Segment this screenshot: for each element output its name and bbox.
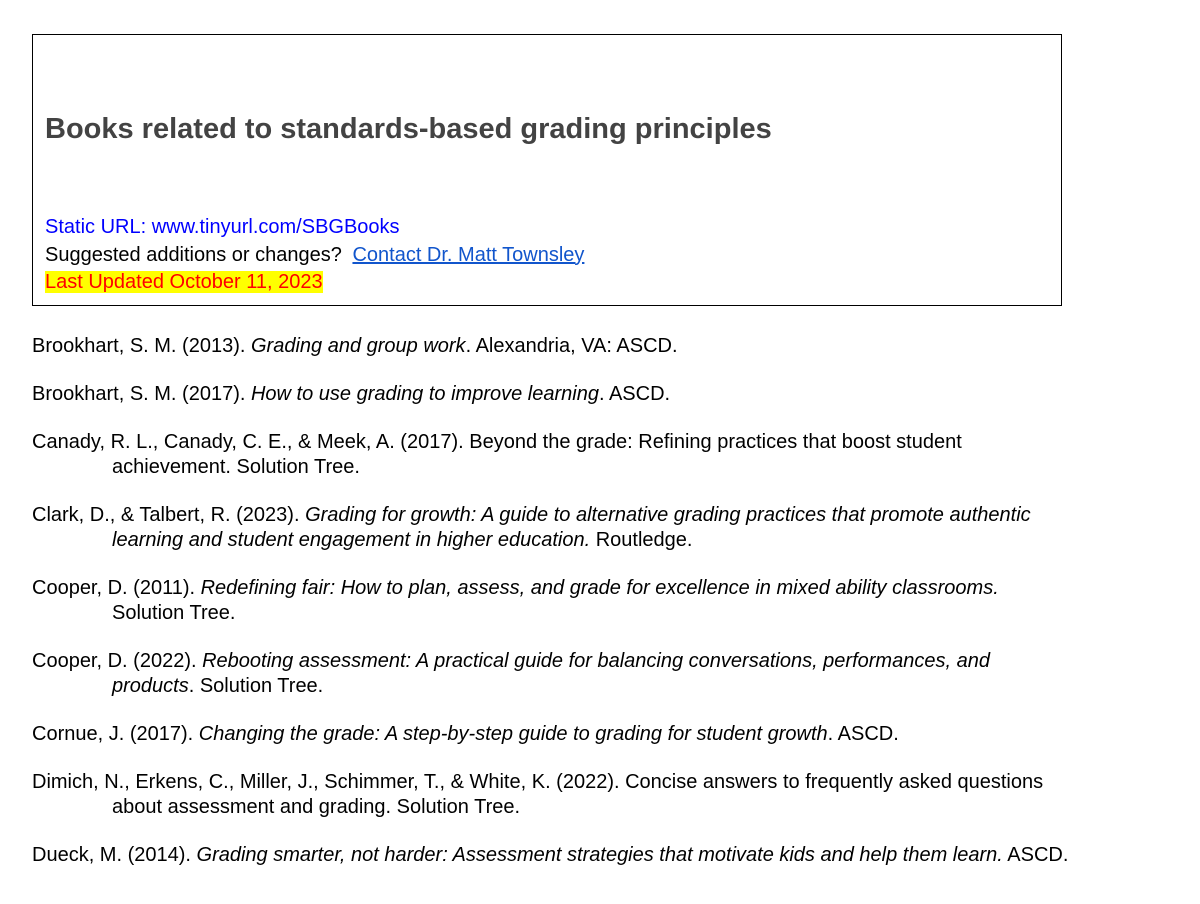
reference-item bbox=[32, 334, 1072, 359]
reference-title: Grading and group work bbox=[250, 335, 466, 357]
reference-title: Concise answers to frequently asked questions about assessment and grading bbox=[112, 771, 1044, 818]
header-box bbox=[32, 34, 1062, 306]
reference-publisher: ASCD. bbox=[1002, 844, 1069, 866]
reference-title: Rebooting assessment: A practical guide for balancing conversations, performances, and products bbox=[112, 650, 990, 697]
reference-title: Redefining fair: How to plan, assess, and grade for excellence in mixed ability classrooms. bbox=[200, 577, 999, 599]
last-updated: Last Updated October 11, 2023 bbox=[45, 271, 323, 293]
reference-publisher: . Solution Tree. bbox=[385, 796, 521, 818]
reference-title: Beyond the grade: Refining practices that boost student achievement bbox=[112, 431, 962, 478]
reference-publisher: . Solution Tree. bbox=[188, 675, 324, 697]
reference-author-year: Cooper, D. (2022). bbox=[32, 650, 203, 672]
reference-author-year: Brookhart, S. M. (2017). bbox=[32, 383, 251, 405]
reference-item bbox=[32, 382, 1072, 407]
suggestion-line bbox=[45, 242, 584, 270]
reference-title: How to use grading to improve learning bbox=[250, 383, 599, 405]
reference-publisher: . Alexandria, VA: ASCD. bbox=[465, 335, 678, 357]
contact-link[interactable]: Contact Dr. Matt Townsley bbox=[352, 243, 585, 266]
reference-publisher: . Solution Tree. bbox=[225, 456, 360, 478]
reference-item bbox=[32, 722, 1072, 747]
reference-author-year: Brookhart, S. M. (2013). bbox=[32, 335, 251, 357]
reference-publisher: . ASCD. bbox=[598, 383, 671, 405]
reference-publisher: Routledge. bbox=[590, 529, 693, 551]
reference-title: Grading for growth: A guide to alternative grading practices that promote authentic learning and student engagement in higher education. bbox=[112, 504, 1031, 551]
last-updated-line bbox=[45, 269, 584, 297]
reference-list bbox=[32, 334, 1072, 891]
reference-item bbox=[32, 843, 1072, 868]
suggestion-text: Suggested additions or changes? bbox=[45, 243, 342, 266]
reference-author-year: Canady, R. L., Canady, C. E., & Meek, A. (2017). bbox=[32, 431, 470, 453]
reference-author-year: Cornue, J. (2017). bbox=[32, 723, 199, 745]
reference-item bbox=[32, 576, 1072, 626]
reference-author-year: Cooper, D. (2011). bbox=[32, 577, 201, 599]
reference-author-year: Clark, D., & Talbert, R. (2023). bbox=[32, 504, 306, 526]
header-info bbox=[45, 214, 584, 297]
page-title: Books related to standards-based grading principles bbox=[45, 113, 772, 145]
reference-publisher: . ASCD. bbox=[827, 723, 899, 745]
reference-item bbox=[32, 430, 1072, 480]
static-url: Static URL: www.tinyurl.com/SBGBooks bbox=[45, 216, 400, 238]
reference-title: Grading smarter, not harder: Assessment strategies that motivate kids and help them learn. bbox=[196, 844, 1003, 866]
reference-item bbox=[32, 649, 1072, 699]
reference-author-year: Dimich, N., Erkens, C., Miller, J., Schimmer, T., & White, K. (2022). bbox=[32, 771, 626, 793]
reference-item bbox=[32, 503, 1072, 553]
reference-item bbox=[32, 770, 1072, 820]
reference-title: Changing the grade: A step-by-step guide to grading for student growth bbox=[198, 723, 828, 745]
reference-author-year: Dueck, M. (2014). bbox=[32, 844, 197, 866]
reference-publisher: Solution Tree. bbox=[112, 602, 236, 624]
